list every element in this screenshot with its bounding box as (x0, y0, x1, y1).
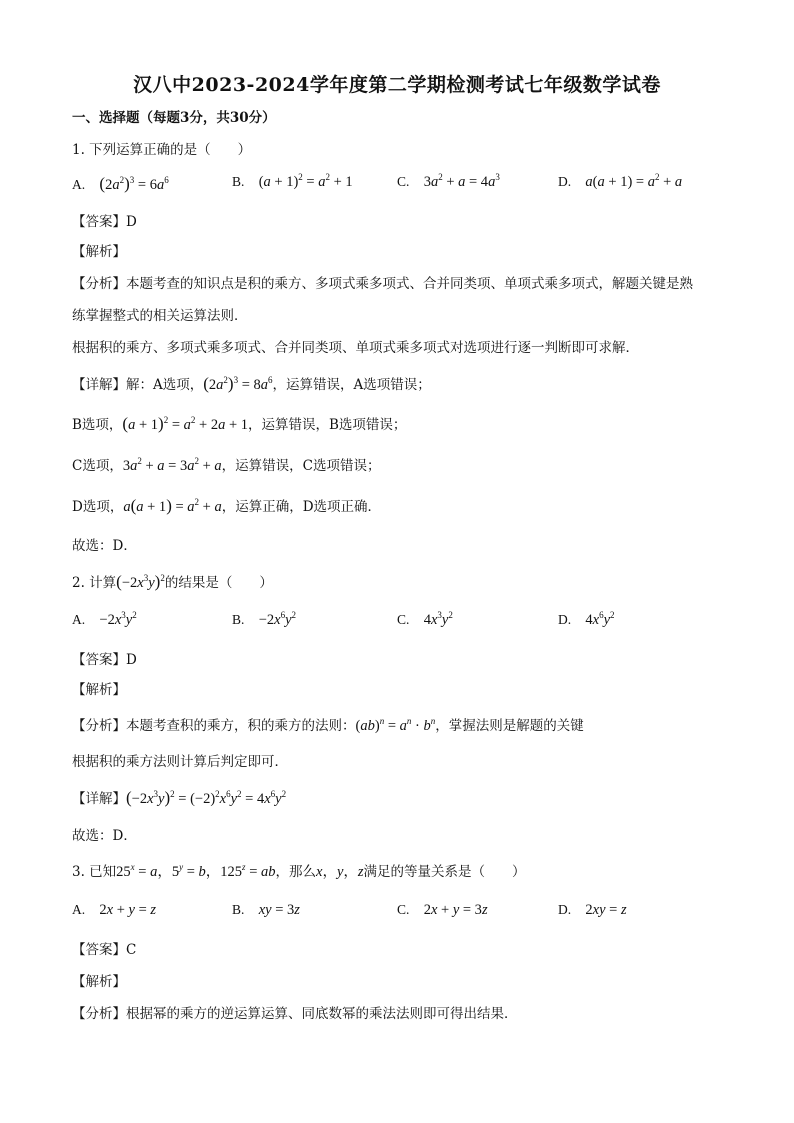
q1-option-b: B. $(a + 1)^2 = a^2 + 1$ (232, 172, 353, 190)
q2-stem: 2. 计算$(-2x^3y)^2$的结果是（ ） (72, 572, 273, 591)
q2-analysis-line1: 【分析】本题考查积的乘方，积的乘方的法则：$(ab)^n = a^n \cdot b^n$，掌握法则是解题的关键 (72, 716, 584, 734)
q1-detail-c: C选项，$3a^2 + a = 3a^2 + a$，运算错误，C选项错误； (72, 456, 381, 474)
q2-option-d: D. $4x^6y^2$ (558, 610, 615, 628)
q1-detail-b: B选项，$(a + 1)^2 = a^2 + 2a + 1$，运算错误，B选项错误； (72, 414, 407, 433)
q1-option-c: C. $3a^2 + a = 4a^3$ (397, 172, 500, 190)
exam-title: 汉八中2023-2024学年度第二学期检测考试七年级数学试卷 (133, 74, 661, 96)
q3-option-d-formula: 2xy = z (585, 902, 627, 918)
q3-option-a-formula: 2x + y = z (99, 902, 157, 918)
q1-analysis-line1: 【分析】本题考查的知识点是积的乘方、多项式乘多项式、合并同类项、单项式乘多项式，解题关键是熟 (72, 276, 693, 292)
q2-option-a-formula: $-2x^3y^2$ (99, 610, 137, 628)
q2-option-b-formula: $-2x^6y^2$ (258, 610, 296, 628)
q1-choose: 故选：D． (72, 538, 137, 554)
q2-detail-formula: $(-2x^3y)^2 = (-2)^2x^6y^2 = 4x^6y^2$ (126, 788, 287, 807)
q1-jiexi: 【解析】 (72, 244, 126, 260)
q1-option-a: A. $(2a^2)^3 = 6a^6$ (72, 174, 169, 193)
q3-option-a: A. 2x + y = z (72, 902, 157, 918)
q1-option-d-formula: $a(a + 1) = a^2 + a$ (585, 172, 683, 190)
q3-variables: x，y，z (316, 864, 364, 880)
q2-detail: 【详解】$(-2x^3y)^2 = (-2)^2x^6y^2 = 4x^6y^2$ (72, 788, 287, 807)
q3-answer: 【答案】C (72, 942, 137, 958)
q3-options (72, 902, 732, 924)
q1-option-b-formula: $(a + 1)^2 = a^2 + 1$ (258, 172, 353, 190)
q2-option-a: A. $-2x^3y^2$ (72, 610, 137, 628)
q1-analysis-line2: 练掌握整式的相关运算法则． (72, 308, 248, 324)
q3-stem-formula: $25^x = a$，$5^y = b$，$125^z$ = ab (116, 862, 276, 880)
q1-detail-d: D选项，$a(a + 1) = a^2 + a$，运算正确，D选项正确． (72, 496, 382, 515)
q2-option-b: B. $-2x^6y^2$ (232, 610, 296, 628)
q2-rule-formula: $(ab)^n = a^n \cdot b^n$ (355, 716, 436, 734)
q1-detail-b-formula: $(a + 1)^2 = a^2 + 2a + 1$ (122, 414, 249, 433)
q2-answer: 【答案】D (72, 652, 137, 668)
q1-option-d: D. $a(a + 1) = a^2 + a$ (558, 172, 683, 190)
q3-option-b-formula: xy = 3z (258, 902, 300, 918)
q3-jiexi: 【解析】 (72, 974, 126, 990)
q2-options (72, 612, 732, 634)
q2-analysis-line2: 根据积的乘方法则计算后判定即可． (72, 754, 288, 770)
q1-detail-c-formula: $3a^2 + a = 3a^2 + a$ (122, 456, 222, 474)
q2-option-c: C. $4x^3y^2$ (397, 610, 453, 628)
q3-option-d: D. 2xy = z (558, 902, 627, 918)
q3-option-c-formula: 2x + y = 3z (423, 902, 488, 918)
q2-choose: 故选：D． (72, 828, 137, 844)
q2-stem-formula: $(-2x^3y)^2$ (116, 572, 165, 591)
q1-options (72, 174, 732, 196)
section-heading: 一、选择题（每题3分，共30分） (72, 110, 276, 126)
q1-answer: 【答案】D (72, 214, 137, 230)
q1-detail-a: 【详解】解：A选项，$(2a^2)^3 = 8a^6$，运算错误，A选项错误； (72, 374, 431, 393)
q3-option-b: B. xy = 3z (232, 902, 300, 918)
q1-detail-a-formula: $(2a^2)^3 = 8a^6$ (203, 374, 273, 393)
q3-option-c: C. 2x + y = 3z (397, 902, 488, 918)
q1-analysis-line3: 根据积的乘方、多项式乘多项式、合并同类项、单项式乘多项式对选项进行逐一判断即可求解． (72, 340, 639, 356)
q2-option-d-formula: $4x^6y^2$ (585, 610, 615, 628)
q3-analysis-line1: 【分析】根据幂的乘方的逆运算运算、同底数幂的乘法法则即可得出结果． (72, 1006, 518, 1022)
q2-jiexi: 【解析】 (72, 682, 126, 698)
q1-detail-d-formula: $a(a + 1) = a^2 + a$ (123, 496, 222, 515)
q3-stem: 3. 已知$25^x = a$，$5^y = b$，$125^z$ = ab，那么x，y，z满足的等量关系是（ ） (72, 862, 526, 880)
q1-option-a-formula: $(2a^2)^3 = 6a^6$ (99, 174, 169, 193)
q1-stem: 1. 下列运算正确的是（ ） (72, 142, 252, 158)
q1-option-c-formula: $3a^2 + a = 4a^3$ (423, 172, 500, 190)
q2-option-c-formula: $4x^3y^2$ (423, 610, 453, 628)
